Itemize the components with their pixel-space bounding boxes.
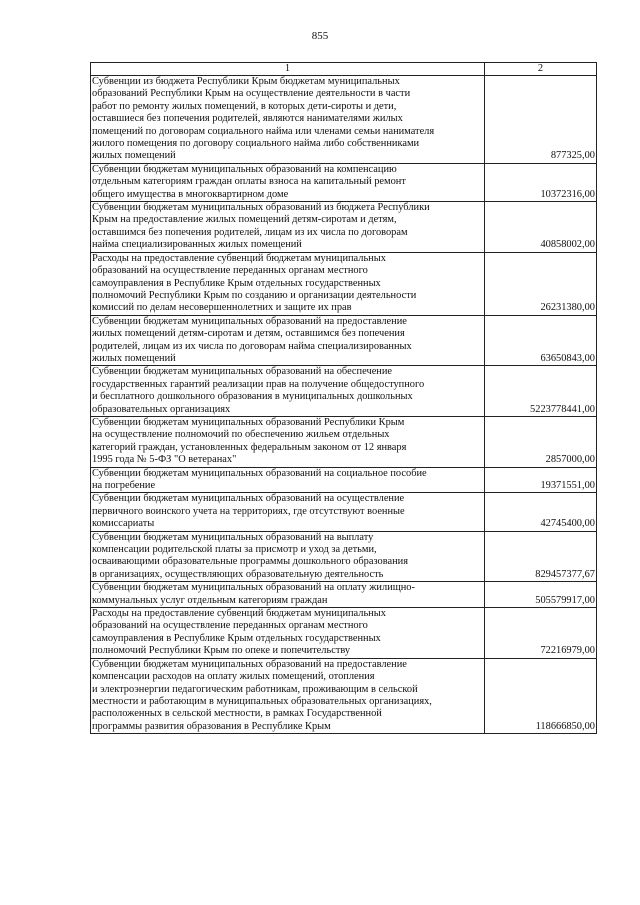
row-description [91,202,485,253]
description-line: Субвенции бюджетам муниципальных образований из бюджета Республики [92,202,430,214]
description-line: Крым на предоставление жилых помещений детям-сиротам и детям, [92,214,397,226]
description-line: программы развития образования в Республике Крым [92,720,331,732]
row-description [91,315,485,366]
table-header-row [91,63,597,76]
description-line: оставшимся без попечения родителей, лицам из их числа по договорам [92,226,408,238]
row-amount: 40858002,00 [485,202,597,253]
table-body [91,76,597,734]
description-line: помещений по договорам социального найма или членами семьи нанимателя [92,125,435,137]
description-line: Субвенции бюджетам муниципальных образований на обеспечение [92,366,393,378]
description-line: полномочий Республики Крым по созданию и организации деятельности [92,289,417,301]
row-amount: 42745400,00 [485,493,597,531]
row-amount: 877325,00 [485,76,597,164]
row-description [91,608,485,659]
description-line: самоуправления в Республике Крым отдельных государственных [92,277,381,289]
description-line: комиссариаты [92,518,155,530]
description-line: на погребение [92,480,156,491]
description-line: образовательных организациях [92,403,231,415]
column-header-2: 2 [485,63,597,76]
row-description [91,76,485,164]
description-line: Субвенции из бюджета Республики Крым бюджетам муниципальных [92,76,400,87]
description-line: отдельным категориям граждан оплаты взноса на капитальный ремонт [92,176,406,188]
description-line: жилых помещений детям-сиротам и детям, оставшимся без попечения [92,328,405,340]
table-row [91,76,597,164]
description-line: местности и работающим в муниципальных образовательных организациях, [92,695,432,707]
table-row [91,366,597,417]
description-line: Расходы на предоставление субвенций бюджетам муниципальных [92,608,386,620]
column-header-1: 1 [91,63,485,76]
description-line: полномочий Республики Крым по опеке и попечительству [92,645,351,657]
table-row [91,416,597,467]
description-line: компенсации родительской платы за присмотр и уход за детьми, [92,544,377,556]
row-description [91,493,485,531]
row-amount: 19371551,00 [485,467,597,493]
description-line: комиссий по делам несовершеннолетних и защите их прав [92,302,352,314]
row-amount: 118666850,00 [485,658,597,733]
description-line: образований Республики Крым на осуществление деятельности в части [92,88,411,100]
row-description [91,252,485,315]
description-line: Субвенции бюджетам муниципальных образований на осуществление [92,493,405,505]
row-amount: 829457377,67 [485,531,597,582]
description-line: осваивающими образовательные программы дошкольного образования [92,556,409,568]
row-description [91,416,485,467]
table-row [91,531,597,582]
description-line: жилых помещений [92,352,176,364]
description-line: самоуправления в Республике Крым отдельных государственных [92,632,381,644]
description-line: коммунальных услуг отдельным категориям граждан [92,594,328,606]
table-row [91,315,597,366]
description-line: компенсации расходов на оплату жилых помещений, отопления [92,671,375,683]
row-amount: 2857000,00 [485,416,597,467]
row-description [91,163,485,201]
description-line: общего имущества в многоквартирном доме [92,188,289,200]
description-line: жилых помещений [92,150,176,162]
row-amount: 63650843,00 [485,315,597,366]
table-row [91,582,597,608]
description-line: Субвенции бюджетам муниципальных образований на компенсацию [92,163,397,175]
description-line: 1995 года № 5-ФЗ "О ветеранах" [92,454,237,466]
page-number: 855 [311,30,329,42]
description-line: Субвенции бюджетам муниципальных образований на предоставление [92,315,407,327]
description-line: в организациях, осуществляющих образовательную деятельность [92,568,384,580]
description-line: Субвенции бюджетам муниципальных образований на предоставление [92,658,407,670]
table-row [91,658,597,733]
description-line: образований на осуществление переданных органам местного [92,620,368,632]
description-line: Субвенции бюджетам муниципальных образований на социальное пособие [92,467,427,479]
description-line: оставшиеся без попечения родителей, являются нанимателями жилых [92,113,403,125]
description-line: жилого помещения по договору социального найма либо собственниками [92,138,420,150]
description-line: расположенных в сельской местности, в рамках Государственной [92,708,382,720]
table-row [91,163,597,201]
description-line: государственных гарантий реализации прав на получение общедоступного [92,378,425,390]
description-line: образований на осуществление переданных органам местного [92,265,368,277]
description-line: на осуществление полномочий по обеспечению жильем отдельных [92,429,390,441]
row-amount: 505579917,00 [485,582,597,608]
subventions-table [90,62,597,734]
description-line: Расходы на предоставление субвенций бюджетам муниципальных [92,252,386,264]
table-row [91,493,597,531]
description-line: работ по ремонту жилых помещений, в которых дети-сироты и дети, [92,100,397,112]
row-description [91,467,485,493]
description-line: Субвенции бюджетам муниципальных образований на выплату [92,531,374,543]
row-description [91,531,485,582]
description-line: первичного воинского учета на территориях, где отсутствуют военные [92,505,405,517]
row-description [91,366,485,417]
row-description [91,582,485,608]
table-row [91,608,597,659]
row-amount: 10372316,00 [485,163,597,201]
description-line: Субвенции бюджетам муниципальных образований на оплату жилищно- [92,582,415,594]
description-line: найма специализированных жилых помещений [92,239,302,251]
description-line: категорий граждан, установленных федеральным законом от 12 января [92,441,407,453]
description-line: Субвенции бюджетам муниципальных образований Республики Крым [92,416,405,428]
row-amount: 26231380,00 [485,252,597,315]
row-description [91,658,485,733]
description-line: и бесплатного дошкольного образования в муниципальных дошкольных [92,391,413,403]
table-row [91,252,597,315]
description-line: и электроэнергии педагогическим работникам, проживающим в сельской [92,683,418,695]
row-amount: 72216979,00 [485,608,597,659]
description-line: родителей, лицам из их числа по договорам найма специализированных [92,340,412,352]
table-row [91,202,597,253]
row-amount: 5223778441,00 [485,366,597,417]
table-row [91,467,597,493]
